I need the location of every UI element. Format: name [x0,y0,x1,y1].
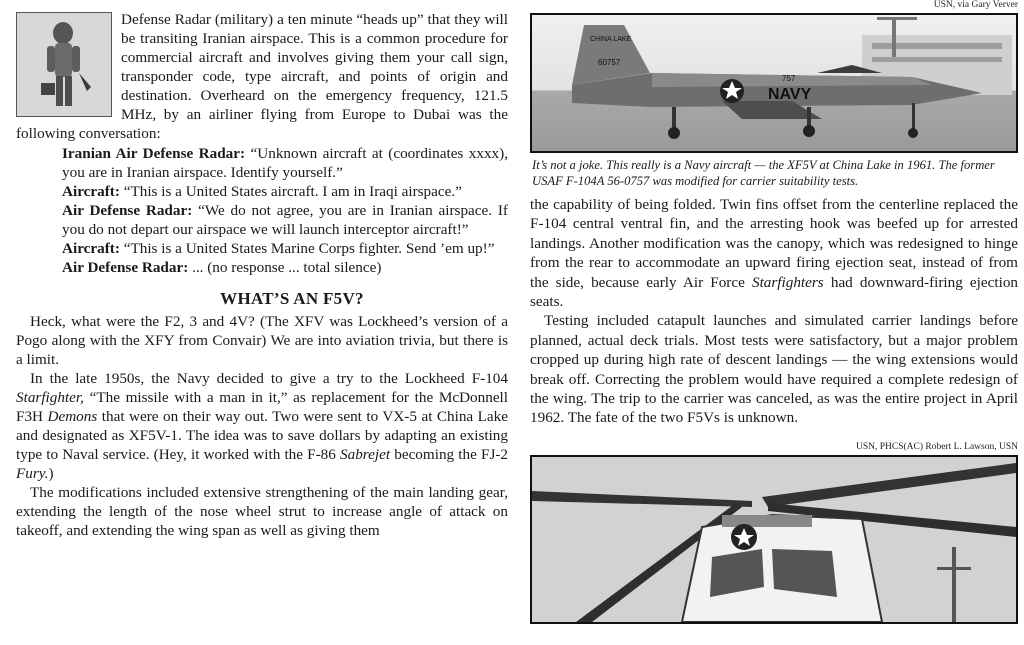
right-column [530,0,1018,624]
photo-credit: USN, via Gary Verver [933,0,1018,10]
dialog-line [62,201,508,239]
number-marking: 757 [782,74,796,83]
intro-paragraph: Defense Radar (military) a ten minute “heads up” that they will be transiting Iranian airspace. This is a common procedure for commercial aircraft and involves giving them your call sign, transponder code, type aircraft, and points of origin and destination. Overheard on the emergency frequency, 121.5 MHz, by an airliner flying from Europe to Dubai was the following conversation: [16,11,508,142]
dialog-text: “Unknown aircraft at (coordinates xxxx), you are in Iranian airspace. Identify yourself.” [62,145,509,181]
helicopter-photo [530,455,1018,624]
tail-marking: CHINA LAKE [590,36,632,43]
body-paragraph: Testing included catapult launches and simulated carrier landings before planned, actual deck trials. Most tests were satisfactory, but a major problem cropped up during high rate of descent landings — the wing extensions would break off. Correcting the problem would have required a complete redesign of the wing. The trip to the carrier was canceled, as was the entire project in April 1962. The fate of the two F5Vs is unknown. [530,312,1018,427]
body-paragraph: Heck, what were the F2, 3 and 4V? (The XFV was Lockheed’s version of a Pogo along with the XFY from Convair) We are into aviation trivia, but there is a limit. [16,313,508,368]
section-heading: WHAT’S AN F5V? [220,289,364,308]
dialog-speaker: Iranian Air Defense Radar: [62,145,246,162]
italic-term: Starfighter, [16,389,84,406]
italic-term: Demons [47,408,98,425]
pilot-figure-icon [17,13,111,116]
xf5v-photo [530,13,1018,153]
serial-marking: 60757 [598,58,621,67]
body-paragraph: The modifications included extensive strengthening of the main landing gear, extending the length of the nose wheel strut to increase angle of attack on takeoff, and extending the wing span as well as giving them [16,484,508,539]
dialog-speaker: Aircraft: [62,240,120,257]
dialog-speaker: Air Defense Radar: [62,202,193,219]
body-paragraph: the capability of being folded. Twin fins offset from the centerline replaced the F-104 central ventral fin, and the arresting hook was beefed up for arrested landings. Another modification was the canopy, which was redesigned to hinge from the rear to accommodate an upward firing ejection seat, instead of from the side, because early Air Force Starfighters had downward-firing ejection seats. [530,196,1019,311]
dialog-line [62,182,508,201]
dialog-text: ... (no response ... total silence) [188,259,382,276]
dialog-speaker: Air Defense Radar: [62,259,189,276]
dialog-text: “This is a United States Marine Corps fighter. Send ’em up!” [119,240,495,257]
italic-term: Sabrejet [340,446,391,463]
jet-aircraft-icon [532,15,1016,151]
dialog-text: “This is a United States aircraft. I am in Iraqi airspace.” [119,183,462,200]
left-column [16,10,508,540]
italic-term: Fury. [16,465,49,482]
dialog-line [62,258,508,277]
navy-marking: NAVY [768,86,812,103]
photo-credit: USN, PHCS(AC) Robert L. Lawson, USN [855,441,1018,452]
photo-caption: It’s not a joke. This really is a Navy aircraft — the XF5V at China Lake in 1961. The former USAF F-104A 56-0757 was modified for carrier suitability tests. [532,158,995,188]
pilot-illustration [16,12,112,117]
dialog-text: “We do not agree, you are in Iranian airspace. If you do not depart our airspace we will launch interceptor aircraft!” [62,202,508,238]
dialog-line [62,239,508,258]
helicopter-icon [532,457,1016,622]
dialog-line [62,144,508,182]
italic-term: Starfighters [751,273,824,291]
radio-dialog [16,144,508,277]
dialog-speaker: Aircraft: [62,183,120,200]
body-paragraph: In the late 1950s, the Navy decided to give a try to the Lockheed F-104 Starfighter, “The missile with a man in it,” as replacement for the McDonnell F3H Demons that were on their way out. Two were sent to VX-5 at China Lake and designated as XF5V-1. The idea was to save dollars by adapting an existing type to Naval service. (Hey, it worked with the F-86 Sabrejet becoming the FJ-2 Fury.) [16,370,509,482]
